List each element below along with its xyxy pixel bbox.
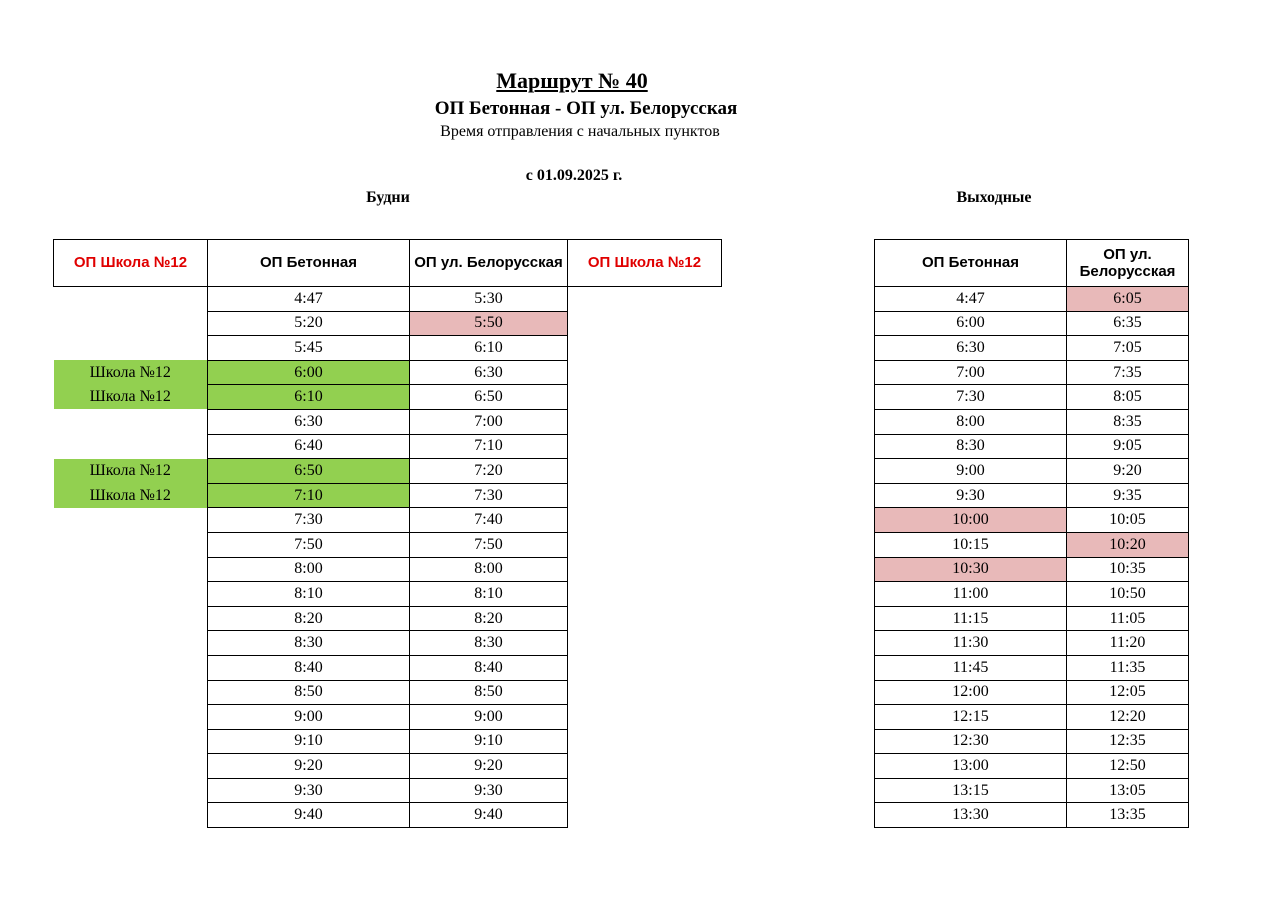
table-row [875, 655, 1189, 680]
table-row [875, 680, 1189, 705]
betonnaya-time-cell: 12:00 [875, 680, 1067, 705]
school-cell [54, 557, 208, 582]
school-cell [54, 606, 208, 631]
betonnaya-time-cell: 13:30 [875, 803, 1067, 828]
belorusskaya-time-cell: 8:10 [410, 582, 568, 607]
school-cell [54, 655, 208, 680]
belorusskaya-time-cell: 8:35 [1067, 409, 1189, 434]
table-row [875, 434, 1189, 459]
betonnaya-time-cell: 8:30 [875, 434, 1067, 459]
table-row [875, 803, 1189, 828]
school-cell [54, 803, 208, 828]
school-right-cell [568, 803, 722, 828]
betonnaya-time-cell: 10:00 [875, 508, 1067, 533]
belorusskaya-time-cell: 6:35 [1067, 311, 1189, 336]
table-row [54, 582, 722, 607]
table-row [54, 606, 722, 631]
betonnaya-time-cell: 8:40 [208, 655, 410, 680]
belorusskaya-time-cell: 10:05 [1067, 508, 1189, 533]
school-cell [54, 311, 208, 336]
table-row [54, 385, 722, 410]
school-right-cell [568, 631, 722, 656]
belorusskaya-time-cell: 9:05 [1067, 434, 1189, 459]
weekend-header-row [875, 240, 1189, 287]
school-right-cell [568, 606, 722, 631]
betonnaya-time-cell: 11:15 [875, 606, 1067, 631]
belorusskaya-time-cell: 8:00 [410, 557, 568, 582]
school-cell: Школа №12 [54, 459, 208, 484]
belorusskaya-time-cell: 7:50 [410, 532, 568, 557]
belorusskaya-time-cell: 11:20 [1067, 631, 1189, 656]
belorusskaya-time-cell: 9:20 [410, 754, 568, 779]
table-row [54, 729, 722, 754]
table-row [54, 336, 722, 361]
school-cell [54, 508, 208, 533]
betonnaya-time-cell: 6:00 [875, 311, 1067, 336]
belorusskaya-time-cell: 11:05 [1067, 606, 1189, 631]
school-right-cell [568, 459, 722, 484]
betonnaya-time-cell: 9:10 [208, 729, 410, 754]
route-title: Маршрут № 40 [496, 68, 648, 93]
school-cell [54, 409, 208, 434]
belorusskaya-time-cell: 12:05 [1067, 680, 1189, 705]
belorusskaya-time-cell: 12:20 [1067, 705, 1189, 730]
table-row [54, 508, 722, 533]
weekend-schedule-table [874, 239, 1189, 828]
table-row [54, 754, 722, 779]
table-row [875, 287, 1189, 312]
belorusskaya-time-cell: 10:50 [1067, 582, 1189, 607]
betonnaya-time-cell: 7:50 [208, 532, 410, 557]
belorusskaya-time-cell: 9:30 [410, 778, 568, 803]
table-row [875, 336, 1189, 361]
betonnaya-time-cell: 8:00 [208, 557, 410, 582]
school-cell [54, 582, 208, 607]
belorusskaya-time-cell: 6:50 [410, 385, 568, 410]
belorusskaya-time-cell: 7:20 [410, 459, 568, 484]
betonnaya-time-cell: 5:20 [208, 311, 410, 336]
table-row [875, 385, 1189, 410]
school-right-cell [568, 434, 722, 459]
table-row [54, 434, 722, 459]
table-row [875, 705, 1189, 730]
betonnaya-time-cell: 10:15 [875, 532, 1067, 557]
belorusskaya-time-cell: 9:00 [410, 705, 568, 730]
school-right-cell [568, 754, 722, 779]
weekday-label: Будни [366, 189, 410, 206]
betonnaya-time-cell: 7:30 [875, 385, 1067, 410]
betonnaya-time-cell: 9:40 [208, 803, 410, 828]
column-header-belorusskaya: ОП ул. Белорусская [410, 240, 568, 287]
table-row [54, 409, 722, 434]
betonnaya-time-cell: 13:15 [875, 778, 1067, 803]
belorusskaya-time-cell: 9:20 [1067, 459, 1189, 484]
table-row [875, 459, 1189, 484]
table-row [875, 532, 1189, 557]
school-right-cell [568, 385, 722, 410]
betonnaya-time-cell: 8:30 [208, 631, 410, 656]
betonnaya-time-cell: 8:00 [875, 409, 1067, 434]
belorusskaya-time-cell: 13:35 [1067, 803, 1189, 828]
weekday-header-row [54, 240, 722, 287]
school-cell [54, 532, 208, 557]
belorusskaya-time-cell: 11:35 [1067, 655, 1189, 680]
school-right-cell [568, 582, 722, 607]
belorusskaya-time-cell: 7:30 [410, 483, 568, 508]
table-row [875, 360, 1189, 385]
table-row [54, 631, 722, 656]
betonnaya-time-cell: 11:00 [875, 582, 1067, 607]
school-cell [54, 631, 208, 656]
school-cell [54, 680, 208, 705]
school-cell [54, 729, 208, 754]
effective-date: с 01.09.2025 г. [525, 167, 623, 184]
table-row [875, 778, 1189, 803]
betonnaya-time-cell: 8:20 [208, 606, 410, 631]
betonnaya-time-cell: 7:30 [208, 508, 410, 533]
table-row [54, 483, 722, 508]
school-right-cell [568, 287, 722, 312]
school-cell [54, 287, 208, 312]
belorusskaya-time-cell: 12:50 [1067, 754, 1189, 779]
school-cell [54, 434, 208, 459]
betonnaya-time-cell: 8:50 [208, 680, 410, 705]
school-right-cell [568, 680, 722, 705]
belorusskaya-time-cell: 8:50 [410, 680, 568, 705]
belorusskaya-time-cell: 7:05 [1067, 336, 1189, 361]
school-cell [54, 754, 208, 779]
betonnaya-time-cell: 9:00 [875, 459, 1067, 484]
school-cell: Школа №12 [54, 360, 208, 385]
belorusskaya-time-cell: 8:40 [410, 655, 568, 680]
school-right-cell [568, 360, 722, 385]
belorusskaya-time-cell: 9:40 [410, 803, 568, 828]
betonnaya-time-cell: 6:40 [208, 434, 410, 459]
belorusskaya-time-cell: 8:20 [410, 606, 568, 631]
betonnaya-time-cell: 5:45 [208, 336, 410, 361]
school-right-cell [568, 483, 722, 508]
belorusskaya-time-cell: 6:30 [410, 360, 568, 385]
table-row [54, 778, 722, 803]
betonnaya-time-cell: 8:10 [208, 582, 410, 607]
belorusskaya-time-cell: 7:00 [410, 409, 568, 434]
betonnaya-time-cell: 6:50 [208, 459, 410, 484]
betonnaya-time-cell: 6:30 [208, 409, 410, 434]
table-row [54, 557, 722, 582]
table-row [875, 606, 1189, 631]
table-row [875, 483, 1189, 508]
betonnaya-time-cell: 7:10 [208, 483, 410, 508]
table-row [54, 680, 722, 705]
column-header-school-left: ОП Школа №12 [54, 240, 208, 287]
school-cell [54, 336, 208, 361]
table-row [54, 655, 722, 680]
school-right-cell [568, 705, 722, 730]
table-row [875, 311, 1189, 336]
belorusskaya-time-cell: 9:10 [410, 729, 568, 754]
table-row [875, 631, 1189, 656]
belorusskaya-time-cell: 9:35 [1067, 483, 1189, 508]
belorusskaya-time-cell: 7:10 [410, 434, 568, 459]
belorusskaya-time-cell: 5:50 [410, 311, 568, 336]
belorusskaya-time-cell: 8:05 [1067, 385, 1189, 410]
betonnaya-time-cell: 6:00 [208, 360, 410, 385]
school-right-cell [568, 778, 722, 803]
belorusskaya-time-cell: 7:40 [410, 508, 568, 533]
table-row [54, 311, 722, 336]
school-right-cell [568, 729, 722, 754]
school-right-cell [568, 508, 722, 533]
belorusskaya-time-cell: 6:10 [410, 336, 568, 361]
table-row [54, 360, 722, 385]
belorusskaya-time-cell: 8:30 [410, 631, 568, 656]
school-right-cell [568, 336, 722, 361]
betonnaya-time-cell: 9:30 [208, 778, 410, 803]
belorusskaya-time-cell: 6:05 [1067, 287, 1189, 312]
betonnaya-time-cell: 6:30 [875, 336, 1067, 361]
table-row [875, 582, 1189, 607]
betonnaya-time-cell: 9:20 [208, 754, 410, 779]
betonnaya-time-cell: 11:30 [875, 631, 1067, 656]
column-header-betonnaya: ОП Бетонная [208, 240, 410, 287]
table-row [875, 557, 1189, 582]
table-row [875, 754, 1189, 779]
betonnaya-time-cell: 13:00 [875, 754, 1067, 779]
column-header-betonnaya: ОП Бетонная [875, 240, 1067, 287]
table-row [875, 508, 1189, 533]
betonnaya-time-cell: 12:30 [875, 729, 1067, 754]
school-cell: Школа №12 [54, 483, 208, 508]
betonnaya-time-cell: 4:47 [208, 287, 410, 312]
route-subtitle: ОП Бетонная - ОП ул. Белорусская [434, 98, 738, 119]
table-row [54, 287, 722, 312]
school-right-cell [568, 311, 722, 336]
table-row [875, 409, 1189, 434]
belorusskaya-time-cell: 10:35 [1067, 557, 1189, 582]
school-cell [54, 705, 208, 730]
route-description: Время отправления с начальных пунктов [440, 123, 720, 140]
table-row [54, 532, 722, 557]
weekend-label: Выходные [956, 189, 1032, 206]
betonnaya-time-cell: 11:45 [875, 655, 1067, 680]
school-right-cell [568, 557, 722, 582]
table-row [54, 705, 722, 730]
school-cell [54, 778, 208, 803]
belorusskaya-time-cell: 7:35 [1067, 360, 1189, 385]
betonnaya-time-cell: 10:30 [875, 557, 1067, 582]
table-row [54, 803, 722, 828]
weekday-schedule-table [53, 239, 722, 828]
betonnaya-time-cell: 6:10 [208, 385, 410, 410]
belorusskaya-time-cell: 12:35 [1067, 729, 1189, 754]
school-cell: Школа №12 [54, 385, 208, 410]
belorusskaya-time-cell: 13:05 [1067, 778, 1189, 803]
column-header-school-right: ОП Школа №12 [568, 240, 722, 287]
betonnaya-time-cell: 9:00 [208, 705, 410, 730]
school-right-cell [568, 532, 722, 557]
betonnaya-time-cell: 7:00 [875, 360, 1067, 385]
belorusskaya-time-cell: 5:30 [410, 287, 568, 312]
table-row [54, 459, 722, 484]
belorusskaya-time-cell: 10:20 [1067, 532, 1189, 557]
column-header-belorusskaya: ОП ул. Белорусская [1067, 240, 1189, 287]
betonnaya-time-cell: 4:47 [875, 287, 1067, 312]
table-row [875, 729, 1189, 754]
school-right-cell [568, 655, 722, 680]
betonnaya-time-cell: 12:15 [875, 705, 1067, 730]
school-right-cell [568, 409, 722, 434]
betonnaya-time-cell: 9:30 [875, 483, 1067, 508]
